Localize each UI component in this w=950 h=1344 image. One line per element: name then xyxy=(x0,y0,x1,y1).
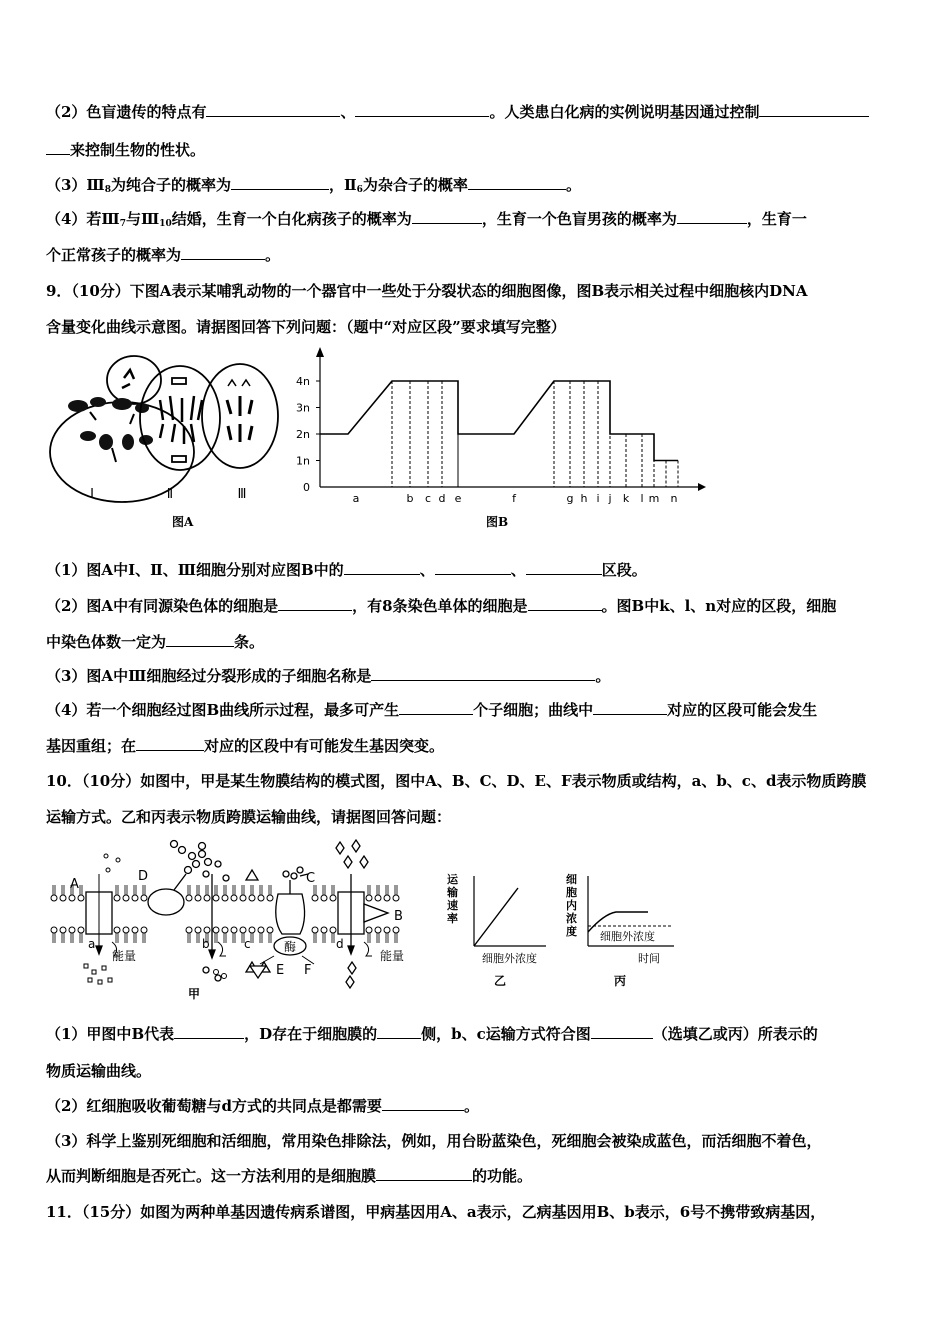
bing-xlabel: 时间 xyxy=(638,952,660,965)
q10-stem-line2: 运输方式。乙和丙表示物质跨膜运输曲线，请据图回答问题： xyxy=(46,808,452,826)
phospholipid-tail xyxy=(224,933,226,943)
phospholipid-head xyxy=(123,895,129,901)
phospholipid-tail xyxy=(62,933,64,943)
blank[interactable] xyxy=(593,700,667,715)
energy-label-a: 能量 xyxy=(112,949,137,963)
q9-sub3: （3）图A中Ⅲ细胞经过分裂形成的子细胞名称是 。 xyxy=(46,667,611,685)
label-a-upper: A xyxy=(70,877,79,892)
phospholipid-tail xyxy=(143,933,145,943)
phospholipid-head xyxy=(375,927,381,933)
y-tick-label: 0 xyxy=(303,481,310,494)
q11-stem-line1: 11．（15分）如图为两种单基因遗传病系谱图，甲病基因用A、a表示，乙病基因用B、b表示，6号不携带致病基因， xyxy=(46,1203,826,1221)
phospholipid-tail xyxy=(332,933,334,943)
phospholipid-head xyxy=(330,895,336,901)
bing-ylabel: 细 胞 内 浓 度 xyxy=(566,873,577,938)
blank[interactable] xyxy=(677,209,747,224)
x-tick-label: j xyxy=(608,492,612,505)
q8-part3: $(3)Ⅲ_8$为纯合子的概率为 ，$Ⅱ_6$为杂合子的概率 。 xyxy=(46,176,581,195)
phospholipid-head xyxy=(375,895,381,901)
figure-b-chart xyxy=(292,345,712,510)
phospholipid-head xyxy=(186,895,192,901)
phospholipid-tail xyxy=(125,933,127,943)
phospholipid-head xyxy=(204,895,210,901)
phospholipid-tail xyxy=(368,885,370,895)
carrier-protein-b xyxy=(203,861,229,981)
blank[interactable] xyxy=(399,700,473,715)
yi-caption: 乙 xyxy=(494,974,507,988)
transporter-d xyxy=(336,840,388,988)
q9-sub1: （1）图A中Ⅰ、Ⅱ、Ⅲ细胞分别对应图B中的 、 、 区段。 xyxy=(46,561,647,579)
phospholipid-tail xyxy=(188,933,190,943)
blank[interactable] xyxy=(371,666,595,681)
phospholipid-head xyxy=(231,895,237,901)
phospholipid-tail xyxy=(233,933,235,943)
phospholipid-head xyxy=(258,895,264,901)
phospholipid-head xyxy=(213,927,219,933)
phospholipid-head xyxy=(267,895,273,901)
q10-sub1-line2: 物质运输曲线。 xyxy=(46,1062,152,1080)
phospholipid-head xyxy=(366,895,372,901)
phospholipid-tail xyxy=(116,885,118,895)
phospholipid-tail xyxy=(395,933,397,943)
blank[interactable] xyxy=(759,102,869,117)
q8-part2-line1: （2）色盲遗传的特点有 、 。人类患白化病的实例说明基因通过控制 xyxy=(46,102,869,122)
label-b-lower: b xyxy=(202,937,210,951)
phospholipid-tail xyxy=(233,885,235,895)
phospholipid-head xyxy=(78,895,84,901)
x-tick-label: g xyxy=(566,492,574,505)
phospholipid-tail xyxy=(62,885,64,895)
phospholipid-tail xyxy=(80,885,82,895)
phospholipid-head xyxy=(222,927,228,933)
q9-stem-line1: 9．（10分）下图A表示某哺乳动物的一个器官中一些处于分裂状态的细胞图像，图B表示相关过程中细胞核内DNA xyxy=(46,282,808,300)
phospholipid-head xyxy=(132,927,138,933)
phospholipid-head xyxy=(231,927,237,933)
yi-xlabel: 细胞外浓度 xyxy=(482,952,537,965)
phospholipid-head xyxy=(60,895,66,901)
phospholipid-tail xyxy=(71,933,73,943)
phospholipid-head xyxy=(78,927,84,933)
phospholipid-tail xyxy=(386,885,388,895)
phospholipid-head xyxy=(132,895,138,901)
x-tick-label: l xyxy=(640,492,644,505)
phospholipid-head xyxy=(213,895,219,901)
blank[interactable] xyxy=(355,102,489,117)
blank[interactable] xyxy=(377,1024,421,1039)
phospholipid-tail xyxy=(188,885,190,895)
y-tick-label: 1n xyxy=(296,454,310,468)
graph-bing xyxy=(564,872,684,972)
phospholipid-tail xyxy=(368,933,370,943)
q9-sub4-line2: 基因重组；在 对应的区段中有可能发生基因突变。 xyxy=(46,737,445,755)
blank[interactable] xyxy=(591,1024,653,1039)
x-tick-label: c xyxy=(424,492,432,505)
blank[interactable] xyxy=(526,560,602,575)
blank[interactable] xyxy=(376,1166,472,1181)
figure-b-caption: 图B xyxy=(486,515,509,529)
phospholipid-head xyxy=(249,927,255,933)
figure-a-label-iii: Ⅲ xyxy=(237,487,247,502)
phospholipid-tail xyxy=(197,885,199,895)
phospholipid-tail xyxy=(53,885,55,895)
x-tick-label: h xyxy=(580,492,588,505)
phospholipid-head xyxy=(393,927,399,933)
blank[interactable] xyxy=(468,175,566,190)
phospholipid-tail xyxy=(251,885,253,895)
phospholipid-head xyxy=(114,895,120,901)
q8-part2-line2: 来控制生物的性状。 xyxy=(46,140,205,160)
yi-ylabel: 运 输 速 率 xyxy=(447,873,458,925)
x-tick-label: n xyxy=(670,492,678,505)
phospholipid-tail xyxy=(260,933,262,943)
phospholipid-head xyxy=(69,895,75,901)
dna-content-curve xyxy=(320,381,678,461)
phospholipid-tail xyxy=(332,885,334,895)
blank[interactable] xyxy=(231,175,329,190)
phospholipid-tail xyxy=(314,885,316,895)
blank[interactable] xyxy=(46,140,70,155)
phospholipid-head xyxy=(384,927,390,933)
q10-sub3-line2: 从而判断细胞是否死亡。这一方法利用的是细胞膜 的功能。 xyxy=(46,1167,533,1185)
enzyme-label: 酶 xyxy=(283,940,297,954)
label-d-lower: d xyxy=(336,937,344,951)
bing-dash-label: 细胞外浓度 xyxy=(600,930,655,943)
phospholipid-tail xyxy=(251,933,253,943)
phospholipid-tail xyxy=(80,933,82,943)
y-tick-label: 4n xyxy=(296,375,310,388)
cell-ii xyxy=(140,366,220,470)
x-tick-label: m xyxy=(648,492,660,505)
blank[interactable] xyxy=(344,560,420,575)
figure-a xyxy=(42,348,292,533)
phospholipid-head xyxy=(249,895,255,901)
jia-caption: 甲 xyxy=(188,987,201,1001)
phospholipid-tail xyxy=(323,933,325,943)
phospholipid-tail xyxy=(269,933,271,943)
enzyme-protein-c xyxy=(246,867,308,978)
label-a-lower: a xyxy=(88,937,96,951)
phospholipid-tail xyxy=(215,885,217,895)
phospholipid-head xyxy=(321,927,327,933)
phospholipid-tail xyxy=(386,933,388,943)
phospholipid-head xyxy=(258,927,264,933)
phospholipid-tail xyxy=(134,933,136,943)
phospholipid-head xyxy=(69,927,75,933)
q9-sub2-line2: 中染色体数一定为 条。 xyxy=(46,633,265,651)
phospholipid-tail xyxy=(53,933,55,943)
phospholipid-head xyxy=(123,927,129,933)
y-tick-label: 2n xyxy=(296,428,310,441)
blank[interactable] xyxy=(382,1096,464,1111)
q10-sub2: （2）红细胞吸收葡萄糖与d方式的共同点是都需要 。 xyxy=(46,1097,479,1115)
phospholipid-head xyxy=(51,895,57,901)
phospholipid-head xyxy=(240,895,246,901)
phospholipid-head xyxy=(141,895,147,901)
phospholipid-tail xyxy=(125,885,127,895)
q10-sub3-line1: （3）科学上鉴别死细胞和活细胞，常用染色排除法，例如，用台盼蓝染色，死细胞会被染成蓝色，而活细胞不着色， xyxy=(46,1132,822,1150)
phospholipid-tail xyxy=(143,885,145,895)
phospholipid-head xyxy=(195,927,201,933)
x-tick-label: i xyxy=(596,492,600,505)
q10-stem-line1: 10．（10分）如图中，甲是某生物膜结构的模式图，图中A、B、C、D、E、F表示物质或结构，a、b、c、d表示物质跨膜 xyxy=(46,772,867,790)
blank[interactable] xyxy=(278,596,352,611)
x-tick-label: f xyxy=(512,492,516,505)
energy-label-d: 能量 xyxy=(380,949,405,963)
phospholipid-tail xyxy=(395,885,397,895)
phospholipid-head xyxy=(141,927,147,933)
q8-part4-line1: （4）若$Ⅲ_7$与$Ⅲ_{10}$结婚，生育一个白化病孩子的概率为 ，生育一个色盲男孩的概率为 ，生育一 xyxy=(46,210,807,229)
phospholipid-tail xyxy=(269,885,271,895)
phospholipid-tail xyxy=(215,933,217,943)
phospholipid-head xyxy=(195,895,201,901)
energy-arrows xyxy=(112,942,372,964)
label-c-upper: C xyxy=(306,871,316,886)
y-axis-arrow xyxy=(316,347,324,357)
y-tick-label: 3n xyxy=(296,401,310,415)
phospholipid-head xyxy=(240,927,246,933)
phospholipid-head xyxy=(267,927,273,933)
blank[interactable] xyxy=(435,560,511,575)
phospholipid-tail xyxy=(323,885,325,895)
phospholipid-head xyxy=(60,927,66,933)
q9-sub4-line1: （4）若一个细胞经过图B曲线所示过程，最多可产生 个子细胞；曲线中 对应的区段可能会发生 xyxy=(46,701,818,719)
blank[interactable] xyxy=(528,596,602,611)
label-c-lower: c xyxy=(244,937,251,951)
x-tick-label: b xyxy=(406,492,414,505)
phospholipid-tail xyxy=(377,885,379,895)
phospholipid-head xyxy=(312,927,318,933)
figure-a-label-ii: Ⅱ xyxy=(166,487,174,502)
x-tick-label: k xyxy=(622,492,630,505)
cell-iii xyxy=(202,364,278,468)
phospholipid-head xyxy=(330,927,336,933)
x-tick-label: d xyxy=(438,492,446,505)
blank[interactable] xyxy=(174,1024,244,1039)
x-tick-label: e xyxy=(454,492,462,505)
yi-rate-line xyxy=(474,888,518,946)
blank[interactable] xyxy=(166,632,234,647)
phospholipid-head xyxy=(186,927,192,933)
phospholipid-tail xyxy=(242,885,244,895)
phospholipid-tail xyxy=(197,933,199,943)
blank[interactable] xyxy=(412,209,482,224)
blank[interactable] xyxy=(181,245,265,260)
label-b-upper: B xyxy=(394,909,403,924)
figure-a-caption: 图A xyxy=(172,515,194,529)
phospholipid-head xyxy=(384,895,390,901)
phospholipid-head xyxy=(366,927,372,933)
glycoprotein-d xyxy=(148,841,212,916)
x-axis-arrow xyxy=(698,483,706,491)
blank[interactable] xyxy=(136,736,204,751)
phospholipid-head xyxy=(114,927,120,933)
phospholipid-head xyxy=(321,895,327,901)
blank[interactable] xyxy=(206,102,340,117)
label-d-upper: D xyxy=(138,869,149,884)
q10-sub1-line1: （1）甲图中B代表 ，D存在于细胞膜的 侧，b、c运输方式符合图 （选填乙或丙）所表示的 xyxy=(46,1025,818,1043)
phospholipid-head xyxy=(51,927,57,933)
phospholipid-tail xyxy=(116,933,118,943)
label-f: F xyxy=(304,963,312,978)
x-tick-label: a xyxy=(352,492,360,505)
phospholipid-tail xyxy=(224,885,226,895)
phospholipid-head xyxy=(393,895,399,901)
phospholipid-head xyxy=(222,895,228,901)
label-e: E xyxy=(276,963,285,978)
q8-part4-line2: 个正常孩子的概率为 。 xyxy=(46,246,281,264)
phospholipid-tail xyxy=(314,933,316,943)
q9-stem-line2: 含量变化曲线示意图。请据图回答下列问题：（题中“对应区段”要求填写完整） xyxy=(46,318,566,336)
bing-curve xyxy=(588,912,648,932)
figure-a-label-i: Ⅰ xyxy=(90,487,94,502)
bing-caption: 丙 xyxy=(614,974,627,988)
membrane-diagram xyxy=(46,838,436,1010)
phospholipid-tail xyxy=(260,885,262,895)
phospholipid-tail xyxy=(377,933,379,943)
phospholipid-head xyxy=(312,895,318,901)
phospholipid-tail xyxy=(206,885,208,895)
phospholipid-tail xyxy=(134,885,136,895)
q9-sub2-line1: （2）图A中有同源染色体的细胞是 ，有8条染色单体的细胞是 。图B中k、l、n对应的区段，细胞 xyxy=(46,597,837,615)
phospholipid-head xyxy=(204,927,210,933)
